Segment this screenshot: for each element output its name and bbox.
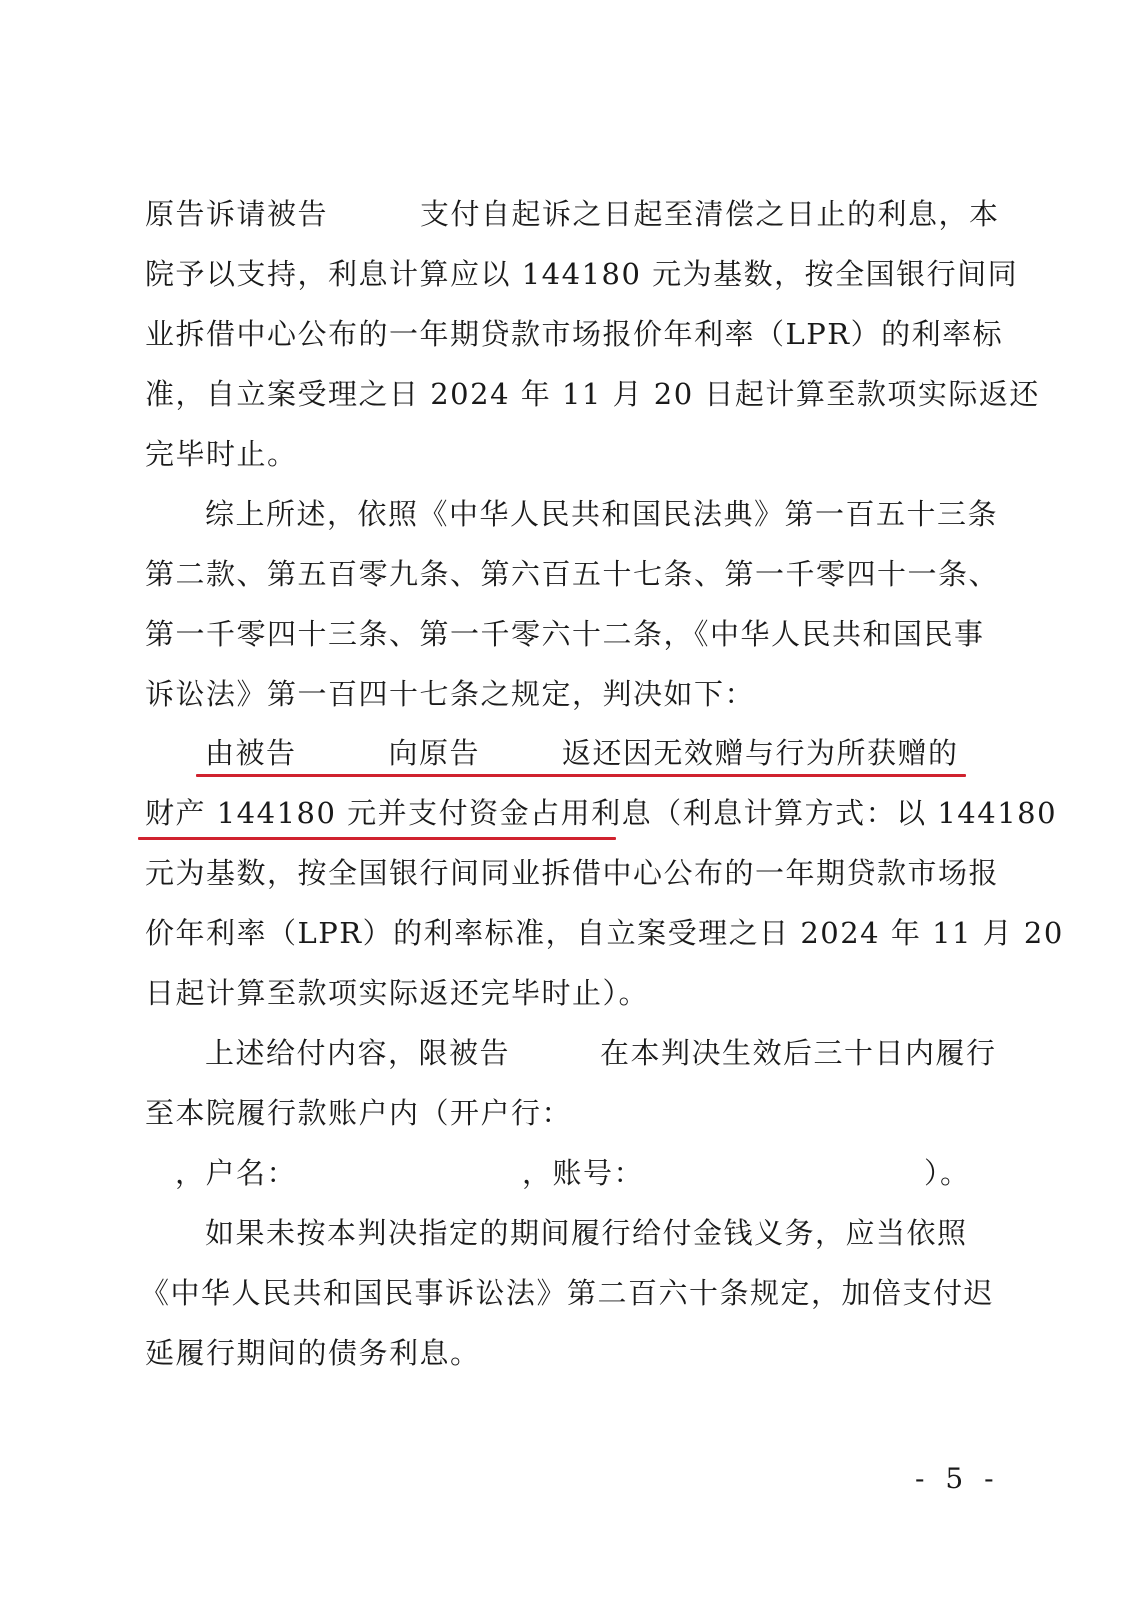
- text-line: 至本院履行款账户内（开户行：: [145, 1096, 573, 1130]
- judgment-line: 财产 144180 元并支付资金占用利息（利息计算方式：以 144180: [145, 796, 1058, 830]
- text-line: 《中华人民共和国民事诉讼法》第二百六十条规定，加倍支付迟: [140, 1276, 995, 1310]
- text-line: 价年利率（LPR）的利率标准，自立案受理之日 2024 年 11 月 20: [145, 916, 1064, 950]
- text-line: [205, 1035, 1045, 1071]
- text-segment: 在本判决生效后三十日内履行: [600, 1036, 997, 1070]
- red-underline-annotation: [196, 774, 966, 777]
- red-underline-annotation: [138, 837, 616, 840]
- text-line: 第一千零四十三条、第一千零六十二条，《中华人民共和国民事: [145, 617, 985, 651]
- text-segment: 支付自起诉之日起至清偿之日止的利息，本: [420, 197, 1000, 231]
- text-segment: ，户名：: [175, 1156, 298, 1190]
- text-line: 业拆借中心公布的一年期贷款市场报价年利率（LPR）的利率标: [145, 317, 1004, 351]
- text-line: 院予以支持，利息计算应以 144180 元为基数，按全国银行间同: [145, 257, 1019, 291]
- text-segment: ，账号：: [522, 1156, 645, 1190]
- text-line: 准，自立案受理之日 2024 年 11 月 20 日起计算至款项实际返还: [145, 377, 1040, 411]
- text-line: 诉讼法》第一百四十七条之规定，判决如下：: [145, 677, 756, 711]
- text-line: [145, 196, 1000, 232]
- text-segment: 向原告: [388, 736, 481, 770]
- text-segment: 返还因无效赠与行为所获赠的: [562, 736, 959, 770]
- text-line: 综上所述，依照《中华人民共和国民法典》第一百五十三条: [205, 497, 999, 531]
- text-line: [175, 1155, 1015, 1191]
- text-segment: 上述给付内容，限被告: [205, 1036, 511, 1070]
- text-line: 延履行期间的债务利息。: [145, 1336, 481, 1370]
- text-line: 日起计算至款项实际返还完毕时止）。: [145, 976, 650, 1010]
- text-line: 完毕时止。: [145, 437, 298, 471]
- text-line: 第二款、第五百零九条、第六百五十七条、第一千零四十一条、: [145, 557, 1000, 591]
- text-segment: 原告诉请被告: [145, 197, 329, 231]
- text-line: 如果未按本判决指定的期间履行给付金钱义务，应当依照: [205, 1216, 968, 1250]
- judgment-line: [205, 735, 1045, 771]
- text-line: 元为基数，按全国银行间同业拆借中心公布的一年期贷款市场报: [145, 856, 1000, 890]
- page-number: - 5 -: [915, 1462, 1000, 1495]
- text-segment: ）。: [924, 1156, 971, 1190]
- text-segment: 由被告: [205, 736, 297, 770]
